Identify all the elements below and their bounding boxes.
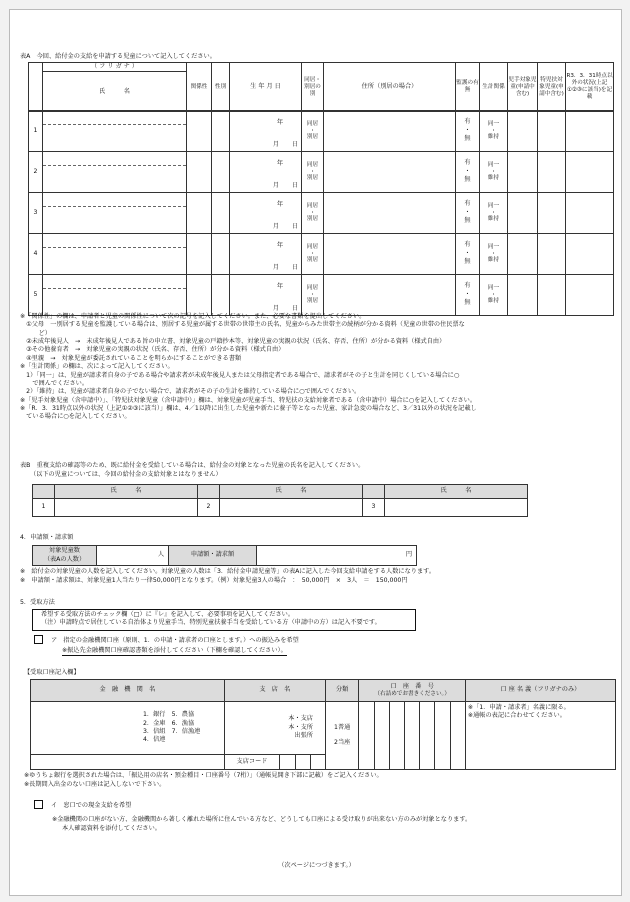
table-row	[29, 234, 614, 275]
child-allowance-input[interactable]	[508, 111, 538, 152]
custody-choice[interactable]: 有 ・ 無	[456, 193, 480, 234]
account-digit-5[interactable]	[420, 702, 435, 770]
special-allowance-input[interactable]	[538, 111, 566, 152]
note-line: ※「児手対象児童（含申請中）」、「特児扶対象児童（含申請中）」欄は、対象児童が児童手当、特児扶の支給対象者である（含申請中）場合に○を記入してください。	[20, 396, 477, 404]
sex-header: 性別	[212, 63, 230, 112]
table-b-name-header-2: 氏 名	[220, 485, 363, 499]
section4-title: 4．申請額・請求額	[20, 534, 74, 541]
r3-status-header: R3．3．31時点以外の状況(上記①②③に該当)を記載	[566, 63, 614, 112]
holder-note-1: ※「1．申請・請求者」名義に限る。	[467, 704, 570, 711]
branch-type-option: 本・支店	[288, 715, 313, 723]
sex-input[interactable]	[212, 275, 230, 316]
child-name-input[interactable]	[43, 166, 186, 192]
table-a-body	[28, 110, 614, 316]
table-b-num-3: 3	[363, 499, 385, 517]
child-name-input[interactable]	[43, 207, 186, 233]
address-input[interactable]	[324, 111, 456, 152]
child-allowance-input[interactable]	[508, 152, 538, 193]
section5-box-line-2: （注）申請時点で居住している自治体より児童手当、特別児童扶養手当を受給している方（申請中の方）は記入不要です。	[41, 619, 381, 627]
branch-type-option: 出張所	[294, 732, 313, 740]
child-allowance-input[interactable]	[508, 193, 538, 234]
bank-name-input[interactable]	[31, 702, 141, 755]
form-page	[9, 9, 622, 896]
birth-date-input[interactable]	[230, 234, 302, 275]
table-b-num-2: 2	[198, 499, 220, 517]
name-header: 氏 名	[43, 72, 187, 112]
table-a-caption: 表A 今回、給付金の支給を申請する児童について記入してください。	[20, 53, 216, 60]
sex-input[interactable]	[212, 152, 230, 193]
note-line: ②未成年後見人 → 未成年後見人である旨の申立書、対象児童の戸籍抄本等、対象児童の実親の状況（氏名、存否、住所）が分かる資料（様式自由）	[20, 338, 446, 346]
special-allowance-header: 特児扶対象児童(申請中含む)	[538, 63, 566, 112]
r3-status-input[interactable]	[566, 234, 614, 275]
note-line: 2）「維持」は、児童が請求者自身の子でない場合で、請求者がその子の生計を維持している場合に○で囲んでください。	[20, 388, 361, 396]
livelihood-choice[interactable]: 同一 ・ 維持	[480, 234, 508, 275]
year-label: 年	[276, 283, 283, 290]
relation-input[interactable]	[187, 193, 212, 234]
special-allowance-input[interactable]	[538, 275, 566, 316]
birth-date-input[interactable]	[230, 275, 302, 316]
bank-type-option: 1．銀行 5．農協	[142, 711, 195, 719]
section4-note-1: ※ 給付金の対象児童の人数を記入してください。対象児童の人数は「3．給付金申請児童等」の表Aに記入した今回支給申請をする人数になります。	[20, 568, 436, 575]
branch-name-header: 支 店 名	[224, 680, 325, 702]
bank-type-option: 2．金庫 6．漁協	[142, 719, 195, 727]
cohabit-choice[interactable]: 同居 ・ 別居	[302, 193, 324, 234]
year-label: 年	[276, 160, 283, 167]
birth-header: 生 年 月 日	[230, 63, 302, 112]
relation-input[interactable]	[187, 152, 212, 193]
section5-box-line-1: 希望する受取方法のチェック欄（□）に『レ』を記入して、必要事項を記入してください。	[41, 611, 295, 618]
relation-input[interactable]	[187, 234, 212, 275]
section5-instruction-box	[32, 609, 416, 631]
special-allowance-input[interactable]	[538, 234, 566, 275]
bank-account-table	[30, 679, 616, 770]
bank-type-option: 4．信連	[142, 736, 166, 744]
furigana-header: （ フ リ ガ ナ ）	[43, 63, 187, 72]
table-b	[32, 484, 528, 517]
month-label: 月	[272, 304, 279, 312]
custody-header: 監護の有無	[456, 63, 480, 112]
table-a	[28, 62, 614, 112]
address-input[interactable]	[324, 234, 456, 275]
note-line: ※「関係性」の欄は、申請者と児童の関係性について次の記号を記入してください。また、必要な書類を提出してください。	[20, 313, 366, 320]
account-type-option: 1普通	[334, 724, 351, 732]
bank-type-list[interactable]	[141, 702, 224, 755]
branch-type-option: 本・支所	[288, 723, 313, 731]
relation-input[interactable]	[187, 111, 212, 152]
table-a-rows	[28, 110, 613, 316]
note-line: ※「生計関係」の欄は、次によって記入してください。	[20, 363, 174, 371]
notes-block	[20, 313, 615, 422]
note-line: ※「R．3．31時点以外の状況（上記①②③に該当）」欄は、4／1以降に出生した児童や新たに養子等となった児童、家計急変の場合など、3／31以外の状況を記載し	[20, 404, 477, 412]
amount-input[interactable]	[257, 546, 417, 566]
r3-status-input[interactable]	[566, 111, 614, 152]
month-label: 月	[272, 222, 279, 230]
option-a-checkbox[interactable]	[34, 635, 43, 644]
account-digit-3[interactable]	[389, 702, 404, 770]
sex-input[interactable]	[212, 234, 230, 275]
special-allowance-input[interactable]	[538, 152, 566, 193]
sex-input[interactable]	[212, 111, 230, 152]
holder-note-2: ※通帳の表記に合わせてください。	[467, 712, 566, 720]
footer-continue: （次ページにつづきます。）	[278, 862, 355, 869]
month-label: 月	[272, 140, 279, 148]
livelihood-header: 生計関係	[480, 63, 508, 112]
month-label: 月	[272, 263, 279, 271]
relation-input[interactable]	[187, 275, 212, 316]
address-input[interactable]	[324, 275, 456, 316]
note-line: 1）「同一」は、児童が請求者自身の子である場合や請求者が未成年後見人または父母指定者である場合で、請求者がその子と生計を同じくしている場合に○	[20, 371, 460, 379]
row-number: 5	[29, 275, 43, 316]
section5-title: 5．受取方法	[20, 599, 55, 606]
account-type-header: 分類	[325, 680, 358, 702]
cohabit-header: 同居・別居の別	[302, 63, 324, 112]
table-b-name-header-3: 氏 名	[385, 485, 528, 499]
option-a-note: ※振込先金融機関口座確認書類を添付してください（下欄を確認してください）。	[62, 647, 287, 656]
option-a-label: ア 指定の金融機関口座（原則、1．の申請・請求者の口座とします。）への振込みを希望	[50, 636, 299, 644]
cohabit-choice[interactable]: 同居 ・ 別居	[302, 234, 324, 275]
amount-label: 申請額・請求額	[169, 546, 257, 566]
bank-note-1: ※ゆうちょ銀行を選択された場合は、「振込用の店名・預金種目・口座番号（7桁）」（通帳見開き下部に記載）をご記入ください。	[24, 772, 383, 779]
r3-status-input[interactable]	[566, 193, 614, 234]
amount-table	[32, 545, 417, 566]
account-type-list[interactable]	[325, 702, 358, 770]
row-number: 4	[29, 234, 43, 275]
r3-status-input[interactable]	[566, 152, 614, 193]
furigana-input[interactable]	[43, 275, 186, 289]
note-line: ど）	[20, 329, 51, 337]
table-b-num-1: 1	[33, 499, 55, 517]
amount-unit: 円	[405, 551, 412, 559]
account-holder-header: 口 座 名 義（フリガナのみ）	[465, 680, 615, 702]
branch-code-input[interactable]	[280, 755, 326, 770]
bank-type-option: 3．信組 7．信漁連	[142, 728, 201, 735]
address-header: 住所（別居の場合）	[324, 63, 456, 112]
year-label: 年	[276, 242, 283, 249]
account-digit-4[interactable]	[405, 702, 420, 770]
section4-note-2: ※ 申請額・請求額は、対象児童1人当たり一律50,000円となります。（例）対象児童3人の場合 ： 50,000円 × 3人 ＝ 150,000円	[20, 577, 408, 584]
bank-title: 【受取口座記入欄】	[24, 669, 80, 676]
note-line: ている場合に○を記入してください。	[20, 413, 131, 421]
child-name-input[interactable]	[43, 125, 186, 151]
relation-header: 関係性	[187, 63, 212, 112]
sex-input[interactable]	[212, 193, 230, 234]
special-allowance-input[interactable]	[538, 193, 566, 234]
option-i-note-2: 本人確認資料を添付してください。	[62, 825, 161, 832]
account-digit-6[interactable]	[435, 702, 450, 770]
cohabit-choice[interactable]: 同居 ・ 別居	[302, 111, 324, 152]
note-line: ③その他養育者 → 対象児童の実親の状況（氏名、存否、住所）が分かる資料（様式自由）	[20, 346, 285, 354]
row-number: 2	[29, 152, 43, 193]
day-label: 日	[291, 222, 298, 230]
bank-name-header: 金 融 機 関 名	[31, 680, 225, 702]
count-label-2: （表Aの人数）	[43, 555, 86, 563]
address-input[interactable]	[324, 152, 456, 193]
table-b-name-header-1: 氏 名	[55, 485, 198, 499]
account-digit-2[interactable]	[374, 702, 389, 770]
option-i-label: イ 窓口での現金支給を希望	[50, 801, 132, 809]
furigana-input[interactable]	[43, 152, 186, 166]
month-label: 月	[272, 181, 279, 189]
day-label: 日	[291, 304, 298, 312]
note-line: ④里親 → 対象児童が委託されていることを明らかにすることができる書類	[20, 354, 242, 362]
custody-choice[interactable]: 有 ・ 無	[456, 152, 480, 193]
cohabit-choice[interactable]: 同居 ・ 別居	[302, 275, 324, 316]
option-i-note-1: ※金融機関の口座がない方、金融機関から著しく離れた場所に住んでいる方など、どうしても口座による受け取りが出来ない方のみが対象となります。	[52, 816, 472, 823]
note-line: ①父母 一別居する児童を監護している場合は、別居する児童が属する世帯の世帯主の氏名、児童からみた世帯主の続柄が分かる資料（児童の世帯の住民票な	[20, 321, 465, 329]
branch-type-list[interactable]	[224, 702, 325, 755]
table-row	[29, 193, 614, 234]
child-allowance-header: 児手対象児童(申請中含む)	[508, 63, 538, 112]
table-b-sub: （以下の児童については、今回の給付金の支給対象とはなりません）	[30, 471, 222, 478]
livelihood-choice[interactable]: 同一 ・ 維持	[480, 152, 508, 193]
custody-choice[interactable]: 有 ・ 無	[456, 275, 480, 316]
account-type-option: 2当座	[334, 738, 351, 746]
day-label: 日	[291, 263, 298, 271]
table-b-name-input-3[interactable]	[385, 499, 528, 517]
day-label: 日	[291, 140, 298, 148]
child-allowance-input[interactable]	[508, 234, 538, 275]
count-label-1: 対象児童数	[49, 547, 80, 555]
branch-code-label: 支店コード	[224, 755, 280, 770]
furigana-input[interactable]	[43, 234, 186, 248]
table-row	[29, 152, 614, 193]
child-name-input[interactable]	[43, 248, 186, 274]
count-unit: 人	[157, 551, 164, 559]
note-line: で囲んでください。	[20, 379, 89, 387]
year-label: 年	[276, 201, 283, 208]
livelihood-choice[interactable]: 同一 ・ 維持	[480, 111, 508, 152]
birth-date-input[interactable]	[230, 111, 302, 152]
table-b-name-input-1[interactable]	[55, 499, 198, 517]
day-label: 日	[291, 181, 298, 189]
address-input[interactable]	[324, 193, 456, 234]
year-label: 年	[276, 119, 283, 126]
row-number: 1	[29, 111, 43, 152]
account-holder-input[interactable]	[465, 702, 615, 770]
child-count-input[interactable]	[97, 546, 169, 566]
account-number-sub: （右詰めでお書きください。）	[374, 691, 450, 698]
child-allowance-input[interactable]	[508, 275, 538, 316]
table-row	[29, 275, 614, 316]
cohabit-choice[interactable]: 同居 ・ 別居	[302, 152, 324, 193]
birth-date-input[interactable]	[230, 193, 302, 234]
table-row	[29, 111, 614, 152]
livelihood-choice[interactable]: 同一 ・ 維持	[480, 275, 508, 316]
r3-status-input[interactable]	[566, 275, 614, 316]
row-number: 3	[29, 193, 43, 234]
furigana-input[interactable]	[43, 111, 186, 125]
table-b-name-input-2[interactable]	[220, 499, 363, 517]
furigana-input[interactable]	[43, 193, 186, 207]
table-b-caption: 表B 重複支給の確認等のため、既に給付金を受給している場合は、給付金の対象となった児童の氏名を記入してください。	[20, 462, 365, 469]
option-i-checkbox[interactable]	[34, 800, 43, 809]
custody-choice[interactable]: 有 ・ 無	[456, 234, 480, 275]
account-digit-7[interactable]	[450, 702, 465, 770]
custody-choice[interactable]: 有 ・ 無	[456, 111, 480, 152]
bank-note-2: ※長期間入出金のない口座は記入しないで下さい。	[24, 781, 166, 788]
child-name-input[interactable]	[43, 289, 186, 315]
livelihood-choice[interactable]: 同一 ・ 維持	[480, 193, 508, 234]
birth-date-input[interactable]	[230, 152, 302, 193]
account-digit-1[interactable]	[359, 702, 374, 770]
account-number-header: 口 座 番 号	[390, 682, 434, 690]
